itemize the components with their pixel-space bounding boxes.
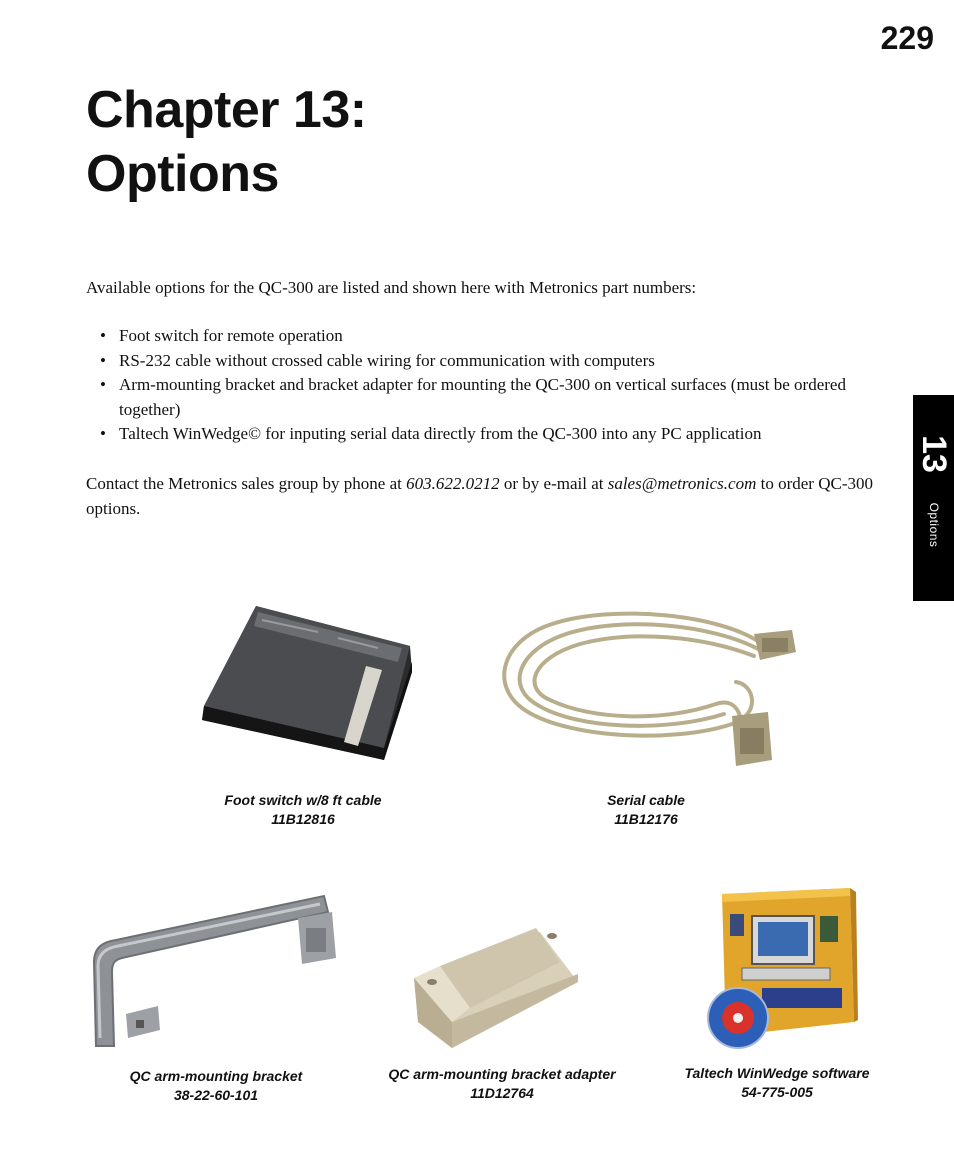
caption-part-number: 11B12176 (614, 811, 678, 827)
list-item: • Arm-mounting bracket and bracket adapter for mounting the QC-300 on vertical surfaces (must be ordered together) (100, 373, 890, 422)
contact-text-end: to order QC-300 options. (86, 474, 873, 518)
caption-name: QC arm-mounting bracket adapter (388, 1066, 616, 1082)
caption-name: Serial cable (607, 792, 685, 808)
page-number: 229 (880, 20, 934, 56)
contact-text-mid: or by e-mail at (499, 474, 608, 493)
winwedge-caption (667, 1064, 887, 1102)
serial-cable-icon (492, 604, 802, 776)
winwedge-software-image (702, 886, 858, 1052)
side-tab-label: Options (926, 502, 941, 548)
options-list (100, 324, 890, 447)
caption-name: QC arm-mounting bracket (129, 1068, 303, 1084)
software-box-icon (702, 886, 858, 1052)
caption-name: Taltech WinWedge software (684, 1065, 870, 1081)
bracket-adapter-icon (410, 922, 582, 1050)
caption-name: Foot switch w/8 ft cable (224, 792, 382, 808)
chapter-title-line2: Options (86, 145, 279, 203)
phone-number: 603.622.0212 (406, 474, 500, 493)
chapter-title (86, 78, 367, 206)
arm-bracket-icon (88, 888, 344, 1058)
caption-part-number: 38-22-60-101 (173, 1087, 259, 1103)
email-address: sales@metronics.com (607, 474, 757, 493)
arm-bracket-image (88, 888, 344, 1058)
chapter-side-tab (913, 395, 954, 601)
bracket-adapter-image (410, 922, 582, 1050)
caption-part-number: 11D12764 (470, 1085, 534, 1101)
bracket-adapter-caption (377, 1065, 627, 1103)
serial-cable-caption (566, 791, 726, 829)
foot-switch-caption (203, 791, 403, 829)
side-tab-number: 13 (914, 435, 953, 473)
contact-paragraph (86, 471, 891, 521)
list-item: • Foot switch for remote operation (100, 324, 890, 349)
caption-part-number: 11B12816 (271, 811, 335, 827)
chapter-title-line1: Chapter 13: (86, 81, 367, 139)
foot-switch-icon (198, 602, 418, 772)
list-item: • RS-232 cable without crossed cable wiring for communication with computers (100, 349, 890, 374)
intro-paragraph: Available options for the QC-300 are listed and shown here with Metronics part numbers: (86, 278, 697, 297)
contact-text-start: Contact the Metronics sales group by phone at (86, 474, 407, 493)
list-item: • Taltech WinWedge© for inputing serial data directly from the QC-300 into any PC application (100, 422, 890, 447)
arm-bracket-caption (116, 1067, 316, 1105)
foot-switch-image (198, 602, 418, 772)
caption-part-number: 54-775-005 (741, 1084, 813, 1100)
serial-cable-image (492, 604, 802, 776)
